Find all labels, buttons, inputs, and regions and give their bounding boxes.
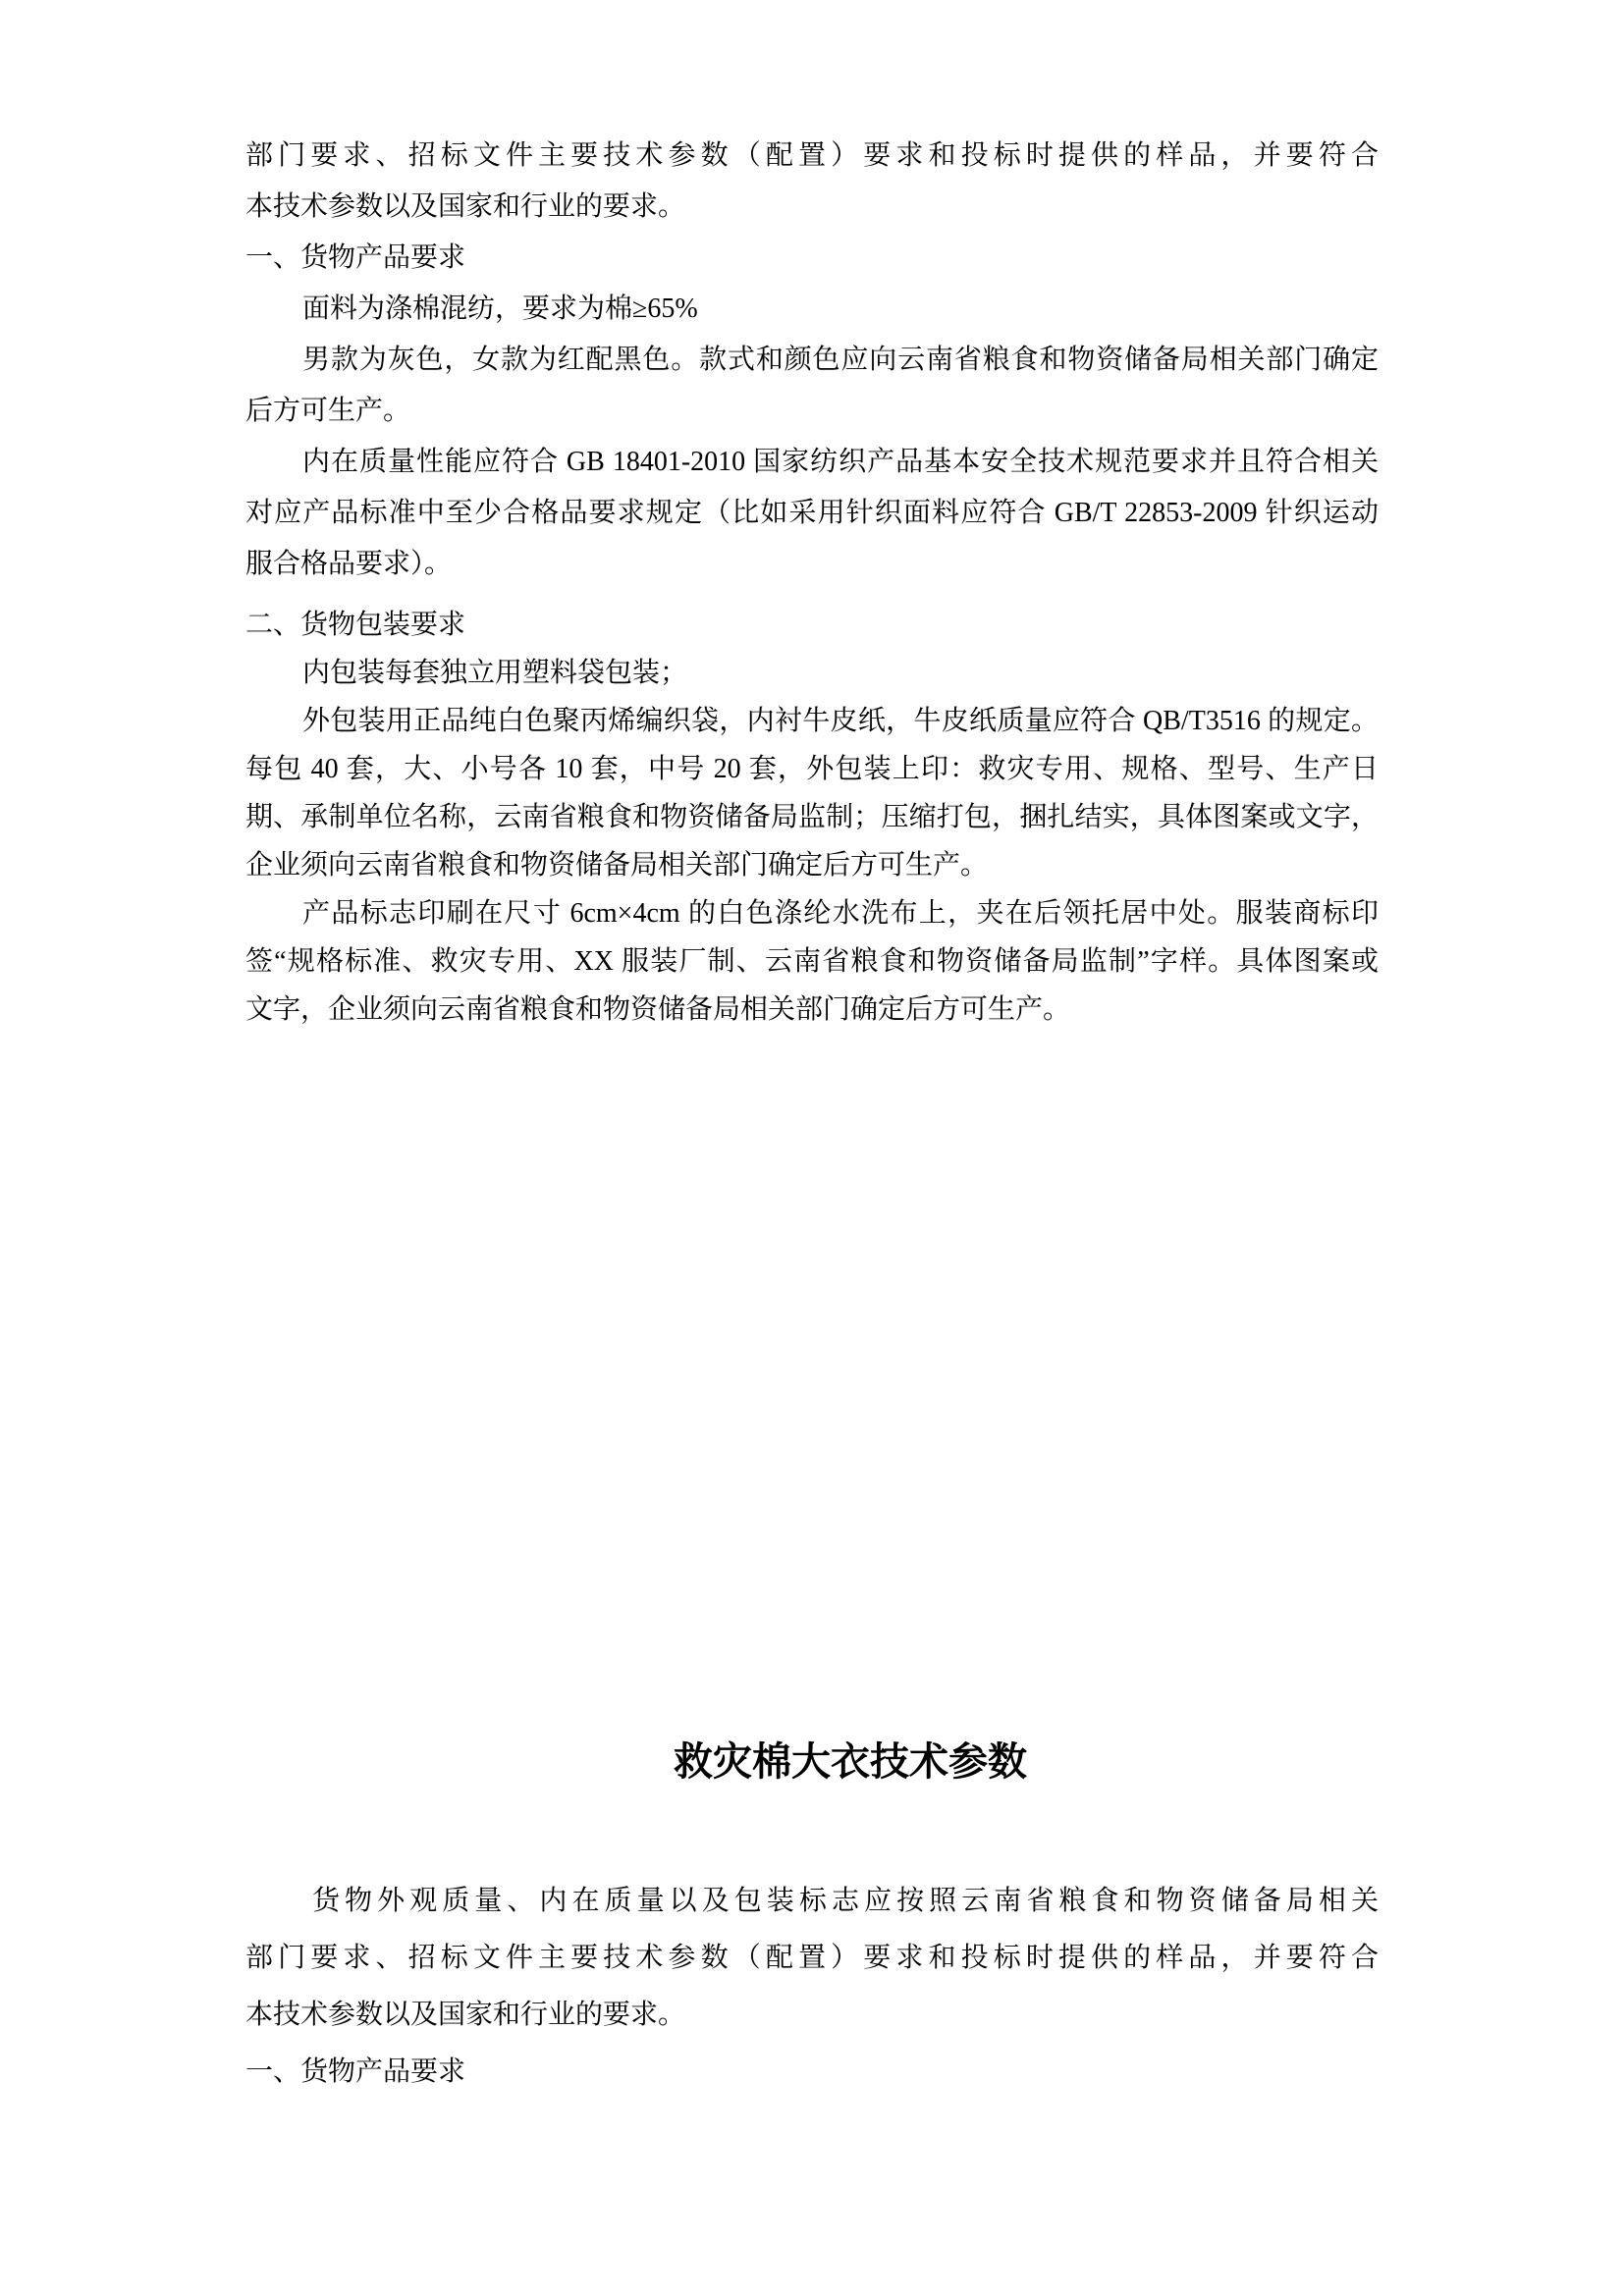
section-heading-2: 二、货物包装要求 xyxy=(245,610,466,640)
text-line: 部门要求、招标文件主要技术参数（配置）要求和投标时提供的样品，并要符合 xyxy=(245,140,1379,171)
document-title: 救灾棉大衣技术参数 xyxy=(674,1739,1027,1784)
text-line: 内包装每套独立用塑料袋包装； xyxy=(302,658,688,688)
text-line: 每包 40 套，大、小号各 10 套，中号 20 套，外包装上印：救灾专用、规格、型号、生产日 xyxy=(245,754,1379,784)
text-line: 期、承制单位名称，云南省粮食和物资储备局监制；压缩打包，捆扎结实，具体图案或文字， xyxy=(245,802,1379,832)
text-line: 面料为涤棉混纺，要求为棉≥65% xyxy=(302,294,698,324)
text-line: 男款为灰色，女款为红配黑色。款式和颜色应向云南省粮食和物资储备局相关部门确定 xyxy=(302,345,1379,375)
text-line: 本技术参数以及国家和行业的要求。 xyxy=(245,2000,686,2030)
section-heading-1: 一、货物产品要求 xyxy=(245,242,466,273)
section-heading-1b: 一、货物产品要求 xyxy=(245,2056,466,2087)
text-line: 企业须向云南省粮食和物资储备局相关部门确定后方可生产。 xyxy=(245,850,989,881)
text-line: 货物外观质量、内在质量以及包装标志应按照云南省粮食和物资储备局相关 xyxy=(312,1886,1379,1916)
text-line: 文字，企业须向云南省粮食和物资储备局相关部门确定后方可生产。 xyxy=(245,994,1071,1025)
text-line: 部门要求、招标文件主要技术参数（配置）要求和投标时提供的样品，并要符合 xyxy=(245,1943,1379,1973)
text-line: 产品标志印刷在尺寸 6cm×4cm 的白色涤纶水洗布上，夹在后领托居中处。服装商标印 xyxy=(302,898,1379,929)
text-line: 本技术参数以及国家和行业的要求。 xyxy=(245,191,686,222)
text-line: 后方可生产。 xyxy=(245,396,411,426)
text-line: 服合格品要求）。 xyxy=(245,549,453,579)
text-line: 对应产品标准中至少合格品要求规定（比如采用针织面料应符合 GB/T 22853-2009 针织运动 xyxy=(245,498,1379,528)
text-line: 外包装用正品纯白色聚丙烯编织袋，内衬牛皮纸，牛皮纸质量应符合 QB/T3516 的规定。 xyxy=(302,706,1379,736)
text-line: 签“规格标准、救灾专用、XX 服装厂制、云南省粮食和物资储备局监制”字样。具体图案或 xyxy=(245,946,1379,977)
bottom-text-block xyxy=(245,1873,1379,2101)
top-text-block xyxy=(245,131,1379,1034)
text-line: 内在质量性能应符合 GB 18401-2010 国家纺织产品基本安全技术规范要求并且符合相关 xyxy=(302,447,1379,477)
